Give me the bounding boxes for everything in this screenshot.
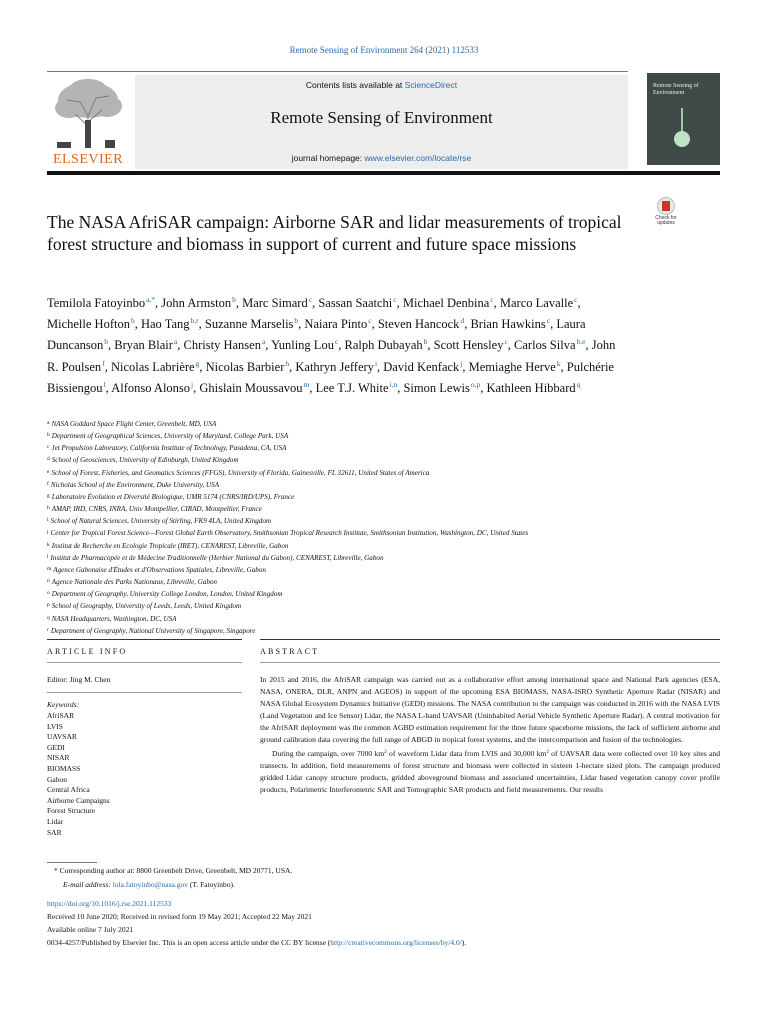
author-name[interactable]: Laura Duncanson [47, 317, 586, 353]
email-note [63, 880, 235, 889]
author-entry [184, 338, 266, 352]
author-entry [345, 338, 428, 352]
license-prefix: 0034-4257/Published by Elsevier Inc. This is an open access article under the CC BY license ( [47, 938, 331, 947]
author-entry [486, 381, 580, 395]
journal-cover-thumbnail[interactable] [647, 73, 720, 165]
keyword-item: NISAR [47, 753, 70, 763]
affiliation-text: Agence Gabonaise d'Études et d'Observations Spatiales, Libreville, Gabon [53, 565, 266, 574]
article-title: The NASA AfriSAR campaign: Airborne SAR and lidar measurements of tropical forest structure and biomass in support of current and future space missions [47, 212, 622, 254]
affiliation-item [47, 527, 697, 539]
affiliation-key: o [47, 590, 50, 597]
affiliation-key: e [47, 468, 50, 475]
affiliation-item [47, 515, 697, 527]
author-affiliation-marker[interactable]: f [102, 358, 105, 368]
author-affiliation-marker[interactable]: m [303, 379, 310, 389]
affiliation-list [47, 418, 697, 637]
author-affiliation-marker[interactable]: c [368, 316, 372, 326]
author-entry [500, 296, 578, 310]
affiliation-text: Department of Geographical Sciences, University of Maryland, College Park, USA [51, 432, 289, 441]
header-top-rule [47, 71, 628, 72]
abstract-sub-rule [260, 662, 720, 663]
abstract-p2-part-b: of waveform Lidar data from LVIS and 30,000 km [386, 748, 547, 758]
author-name[interactable]: Steven Hancock [377, 317, 460, 332]
author-name[interactable]: Pulchérie Bissiengou [47, 359, 614, 395]
doi-line [47, 899, 171, 908]
author-container: Temilola Fatoyinbo$^{a,*}$, John Armston$^b$, Marc Simard$^c$, Sassan Saatchi$^c$, Michael Denbina$^c$, Marco Lavalle$^c$, Michelle Hofton$^b$, Hao Tang$^{b,r}$, Suzanne Marselis$^b$, Naiara Pinto$^c$, Steven Hancock$^d$, Brian Hawkins$^c$, Laura Duncanson$^b$, Bryan Blair$^a$, Christy Hansen$^a$, Yunling Lou$^c$, Ralph Dubayah$^b$, Scott Hensley$^c$, Carlos Silva$^{b,e}$, John R. Poulsen$^f$, Nicolas Labrière$^g$, Nicolas Barbier$^h$, Kathryn Jeffery$^i$, David Kenfack$^j$, Memiaghe Herve$^k$, Pulchérie Bissiengou$^l$, Alfonso Alonso$^j$, Ghislain Moussavou$^m$, Lee T.J. White$^{i,n}$, Simon Lewis$^{o,p}$, Kathleen Hibbard$^q$ [47, 295, 616, 395]
author-entry [47, 317, 135, 331]
author-entry [434, 338, 508, 352]
author-entry [111, 360, 199, 374]
author-name[interactable]: Naiara Pinto [304, 317, 368, 332]
affiliation-key: l [47, 553, 49, 560]
author-entry [271, 338, 338, 352]
author-name[interactable]: Carlos Silva [514, 338, 576, 353]
keyword-item: GEDI [47, 742, 65, 752]
editor-rule [47, 692, 242, 693]
abstract-paragraph-2 [260, 747, 720, 796]
corresponding-author-note: * Corresponding author at: 8800 Greenbelt Drive, Greenbelt, MD 20771, USA. [54, 866, 293, 875]
affiliation-text: Department of Geography, National University of Singapore, Singapore [50, 626, 256, 635]
affiliation-text: AMAP, IRD, CNRS, INRA, Univ Montpellier, CIRAD, Montpellier, France [51, 505, 262, 514]
doi-link[interactable]: https://doi.org/10.1016/j.rse.2021.112533 [47, 899, 172, 908]
author-entry [469, 360, 561, 374]
contents-availability [135, 80, 628, 90]
author-name[interactable]: Marc Simard [242, 296, 308, 310]
article-info-top-rule [47, 639, 242, 640]
author-entry [403, 381, 480, 395]
affiliation-text: Laboratoire Évolution et Diversité Biologique, UMR 5174 (CNRS/IRD/UPS), France [51, 492, 295, 501]
author-affiliation-marker[interactable]: o,p [470, 379, 481, 389]
author-name[interactable]: Kathryn Jeffery [295, 359, 374, 374]
author-entry [47, 296, 155, 310]
keyword-item: Central Africa [47, 785, 90, 795]
author-name[interactable]: Michael Denbina [402, 296, 490, 310]
affiliation-key: a [47, 420, 50, 426]
author-entry [318, 296, 396, 310]
author-affiliation-marker[interactable]: l [103, 379, 106, 389]
affiliation-text: Center for Tropical Forest Science—Forest Global Earth Observatory, Smithsonian Tropical Research Institute, Smithsonian Institution, Washington, DC, United States [50, 529, 529, 538]
author-entry [316, 381, 398, 395]
author-name[interactable]: Memiaghe Herve [468, 359, 556, 374]
author-name[interactable]: Temilola Fatoyinbo [47, 296, 146, 310]
journal-title: Remote Sensing of Environment [270, 108, 493, 127]
header-bottom-rule [47, 171, 720, 175]
affiliation-text: School of Natural Sciences, University of Stirling, FK9 4LA, United Kingdom [50, 517, 272, 526]
license-suffix: ). [461, 938, 467, 947]
author-entry [111, 381, 193, 395]
abstract-body [260, 674, 720, 796]
affiliation-text: Jet Propulsion Laboratory, California Institute of Technology, Pasadena, CA, USA [51, 444, 287, 453]
author-name[interactable]: Ghislain Moussavou [199, 380, 303, 395]
author-affiliation-marker[interactable]: d [460, 316, 465, 326]
affiliation-key: q [47, 614, 50, 621]
affiliation-key: b [47, 432, 50, 439]
affiliation-key: f [47, 480, 49, 487]
author-name[interactable]: Ralph Dubayah [344, 338, 423, 353]
bookmark-icon [662, 201, 670, 211]
affiliation-text: School of Geosciences, University of Edinburgh, United Kingdom [51, 456, 239, 465]
author-name[interactable]: Michelle Hofton [47, 317, 130, 332]
abstract-p2-sup-2: 2 [546, 749, 549, 755]
author-affiliation-marker[interactable]: q [576, 379, 581, 389]
affiliation-key: g [47, 492, 50, 499]
footnote-rule [47, 862, 97, 863]
affiliation-item [47, 588, 697, 600]
author-affiliation-marker[interactable]: j [191, 379, 194, 389]
author-name[interactable]: Marco Lavalle [499, 296, 574, 310]
abstract-p2-part-c: of UAVSAR data were collected over 10 key sites and transects. In addition, field measurements of forest structure and biomass were collected in sixteen 1-hectare sized plots. The campaign produced gridded Lidar canopy structure products, gridded aboveground biomass and associated uncertainties, Lidar based vegetation canopy cover profile products, Polarimetric Interferometric SAR and Tomographic SAR products and field measurements. Our results [260, 748, 720, 794]
affiliation-key: d [47, 456, 50, 463]
author-entry [114, 338, 177, 352]
affiliation-text: School of Geography, University of Leeds, Leeds, United Kingdom [51, 602, 242, 611]
journal-citation[interactable]: Remote Sensing of Environment 264 (2021) 112533 [289, 45, 479, 55]
author-affiliation-marker[interactable]: c [393, 295, 397, 304]
author-affiliation-marker[interactable]: h [285, 358, 290, 368]
author-affiliation-marker[interactable]: b [423, 337, 428, 347]
author-affiliation-marker[interactable]: c [308, 295, 313, 304]
affiliation-item [47, 418, 697, 430]
author-entry [199, 381, 309, 395]
affiliation-text: NASA Headquarters, Washington, DC, USA [51, 614, 177, 623]
check-for-updates-button[interactable] [650, 197, 682, 229]
affiliation-text: Agence Nationale des Parks Nationaux, Libreville, Gabon [51, 578, 217, 587]
author-entry [514, 338, 585, 352]
author-entry [295, 360, 377, 374]
author-affiliation-marker[interactable]: b [130, 316, 135, 326]
keyword-item: LVIS [47, 721, 63, 731]
author-entry [242, 296, 312, 310]
author-name[interactable]: Nicolas Labrière [110, 359, 195, 374]
affiliation-item [47, 564, 697, 576]
keyword-item: Lidar [47, 816, 64, 826]
author-affiliation-marker[interactable]: c [504, 337, 508, 347]
affiliation-item [47, 625, 697, 637]
keyword-item: Gabon [47, 774, 67, 784]
author-entry [206, 360, 290, 374]
author-name[interactable]: John R. Poulsen [47, 338, 616, 374]
affiliation-item [47, 454, 697, 466]
keyword-item: BIOMASS [47, 763, 81, 773]
author-affiliation-marker[interactable]: c [574, 295, 578, 304]
affiliation-item [47, 540, 697, 552]
affiliation-key: k [47, 541, 50, 548]
author-affiliation-marker[interactable]: g [195, 358, 200, 368]
affiliation-item [47, 430, 697, 442]
available-online: Available online 7 July 2021 [47, 925, 134, 934]
author-entry [141, 317, 199, 331]
author-affiliation-marker[interactable]: i,n [389, 379, 398, 389]
email-label: E-mail address: [63, 880, 111, 889]
email-link[interactable]: lola.fatoyinbo@nasa.gov [112, 880, 188, 889]
check-updates-label: Check for updates [655, 215, 677, 226]
author-name[interactable]: Hao Tang [140, 317, 190, 332]
author-name[interactable]: Brian Hawkins [470, 317, 546, 332]
affiliation-key: p [47, 602, 50, 609]
author-affiliation-marker[interactable]: a,* [146, 295, 156, 304]
author-name[interactable]: John Armston [161, 296, 232, 310]
author-entry [161, 296, 236, 310]
author-name[interactable]: Lee T.J. White [315, 380, 389, 395]
author-affiliation-marker[interactable]: b [104, 337, 108, 347]
received-dates: Received 10 June 2020; Received in revised form 19 May 2021; Accepted 22 May 2021 [47, 912, 312, 921]
email-suffix: (T. Fatoyinbo). [187, 880, 235, 889]
author-name[interactable]: David Kenfack [383, 359, 460, 374]
author-name[interactable]: Scott Hensley [433, 338, 504, 353]
author-affiliation-marker[interactable]: b [294, 316, 299, 326]
author-affiliation-marker[interactable]: c [490, 295, 494, 304]
keyword-list [47, 711, 110, 838]
affiliation-item [47, 467, 697, 479]
affiliation-item [47, 503, 697, 515]
contents-prefix: Contents lists available at [305, 80, 405, 90]
editor-line: Editor: Jing M. Chen [47, 675, 111, 684]
keyword-item: AfriSAR [47, 711, 75, 720]
author-name[interactable]: Nicolas Barbier [205, 359, 285, 374]
affiliation-container [47, 418, 697, 637]
affiliation-key: r [47, 626, 49, 633]
keyword-container [47, 711, 110, 838]
affiliation-text: Institut de Pharmacopée et de Médecine Traditionnelle (Herbier National du Gabon), CENAREST, Libreville, Gabon [50, 553, 384, 562]
author-name[interactable]: Christy Hansen [183, 338, 261, 353]
author-affiliation-marker[interactable]: k [556, 358, 561, 368]
homepage-link[interactable]: www.elsevier.com/locate/rse [364, 153, 472, 163]
cover-title: Remote Sensing of Environment [653, 83, 699, 96]
tree-icon [47, 76, 129, 150]
affiliation-item [47, 600, 697, 612]
author-affiliation-marker[interactable]: i [374, 358, 378, 368]
author-name[interactable]: Yunling Lou [271, 338, 334, 353]
author-affiliation-marker[interactable]: b [232, 295, 236, 304]
journal-homepage [135, 153, 628, 163]
publisher-name: ELSEVIER [52, 152, 124, 167]
keyword-item: Airborne Campaigns [47, 795, 110, 805]
cover-graphic-stem [681, 108, 683, 132]
affiliation-key: m [47, 565, 52, 572]
affiliation-item [47, 442, 697, 454]
homepage-prefix: journal homepage: [291, 153, 365, 163]
author-affiliation-marker[interactable]: a [173, 337, 178, 347]
abstract-heading: ABSTRACT [260, 647, 320, 656]
affiliation-item [47, 552, 697, 564]
author-affiliation-marker[interactable]: c [546, 316, 551, 326]
author-entry [383, 360, 462, 374]
affiliation-key: n [47, 578, 50, 585]
affiliation-item [47, 491, 697, 503]
author-name[interactable]: Suzanne Marselis [204, 317, 294, 332]
author-name[interactable]: Bryan Blair [114, 338, 173, 353]
keyword-item: Forest Structure [47, 806, 96, 816]
article-info-heading: ARTICLE INFO [47, 647, 128, 656]
author-affiliation-marker[interactable]: a [261, 337, 266, 347]
keyword-item: SAR [47, 827, 62, 837]
abstract-p2-part-a: During the campaign, over 7000 km [272, 748, 385, 758]
abstract-paragraph-1: In 2015 and 2016, the AfriSAR campaign was carried out as a collaborative effort among international space and National Park agencies (ESA, NASA, ONERA, DLR, ANPN and AGEOS) in support of the upcoming ESA BIOMASS, NASA-ISRO Synthetic Aperture Radar (NISAR) and NASA Global Ecosystem Dynamics Initiative (GEDI) missions. The NASA contribution to the campaign was conducted in 2016 with the NASA LVIS (Land Vegetation and Ice Sensor) Lidar, the NASA L-band UAVSAR (Uninhabited Aerial Vehicle Synthetic Aperture Radar). A central motivation for the AfriSAR deployment was the common AGBD estimation requirement for the three future spaceborne missions, the lack of sufficient airborne and ground calibration data covering the full range of ABGD in tropical forest systems, and the intercomparison and fusion of the technologies. [260, 675, 720, 745]
affiliation-text: Department of Geography, University College London, London, United Kingdom [51, 590, 283, 599]
abstract-top-rule [260, 639, 720, 640]
author-name[interactable]: Alfonso Alonso [111, 380, 191, 395]
author-name[interactable]: Simon Lewis [403, 380, 470, 395]
article-info-sub-rule [47, 662, 242, 663]
license-line [47, 938, 466, 947]
author-entry [304, 317, 371, 331]
author-list [47, 291, 627, 397]
author-entry [205, 317, 298, 331]
author-affiliation-marker[interactable]: j [460, 358, 463, 368]
author-name[interactable]: Kathleen Hibbard [486, 380, 576, 395]
keyword-item: UAVSAR [47, 732, 77, 742]
affiliation-key: h [47, 505, 50, 512]
keywords-label: Keywords: [47, 700, 80, 709]
abstract-p2-sup-1: 2 [384, 749, 387, 755]
affiliation-key: j [47, 529, 49, 536]
author-entry [403, 296, 494, 310]
author-entry [470, 317, 550, 331]
affiliation-item [47, 576, 697, 588]
author-affiliation-marker[interactable]: c [334, 337, 339, 347]
cover-graphic-ball [674, 131, 690, 147]
affiliation-text: School of Forest, Fisheries, and Geomatics Sciences (FFGS), University of Florida, Gainesville, FL 32611, United States of America [51, 468, 430, 477]
affiliation-key: i [47, 517, 49, 524]
sciencedirect-link[interactable]: ScienceDirect [404, 80, 458, 90]
affiliation-item [47, 479, 697, 491]
author-affiliation-marker[interactable]: b,r [190, 316, 199, 326]
affiliation-item [47, 613, 697, 625]
license-link[interactable]: http://creativecommons.org/licenses/by/4.0/ [330, 938, 462, 947]
author-name[interactable]: Sassan Saatchi [318, 296, 393, 310]
affiliation-text: Nicholas School of the Environment, Duke University, USA [50, 480, 220, 489]
affiliation-text: Institut de Recherche en Ecologie Tropicale (IRET), CENAREST, Libreville, Gabon [51, 541, 289, 550]
author-entry [378, 317, 464, 331]
affiliation-key: c [47, 444, 50, 451]
author-affiliation-marker[interactable]: b,e [576, 337, 586, 347]
affiliation-text: NASA Goddard Space Flight Center, Greenbelt, MD, USA [51, 420, 217, 428]
